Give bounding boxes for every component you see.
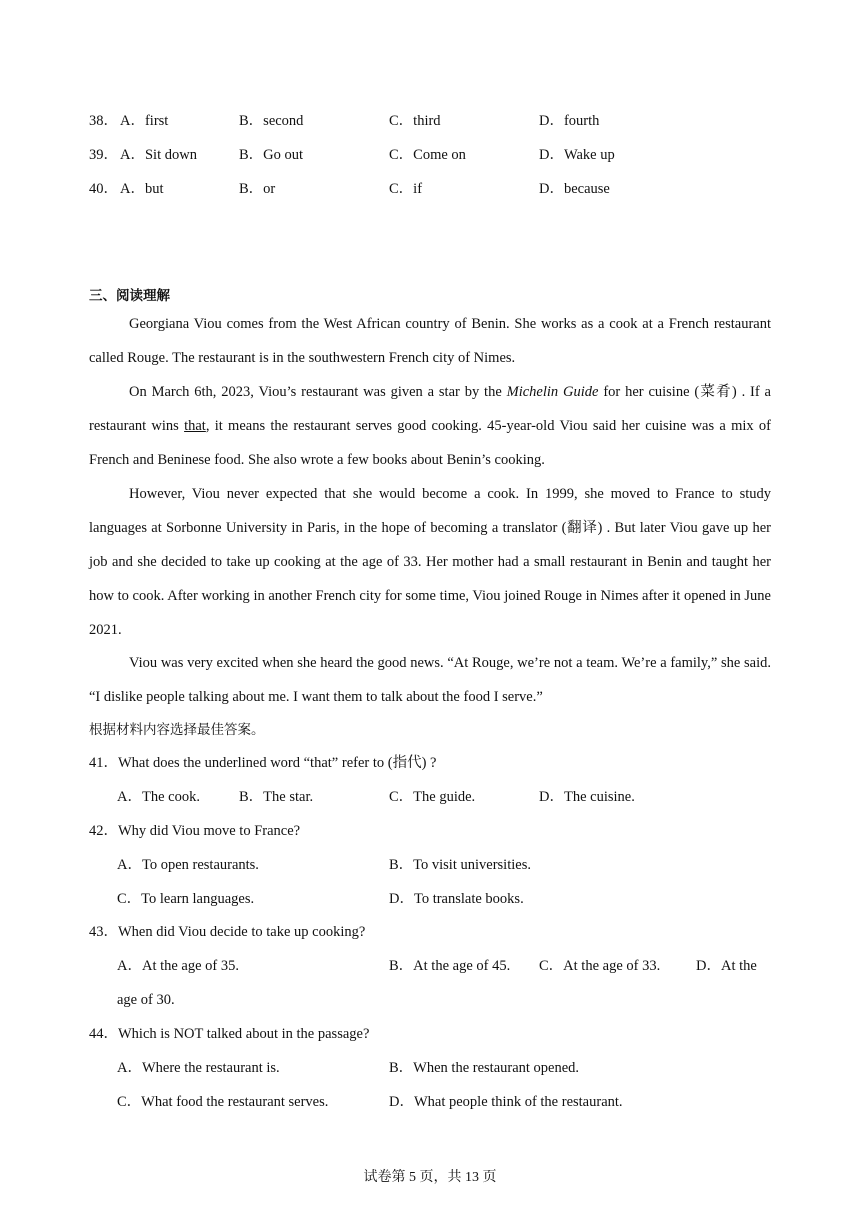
paragraph-text: On March 6th, 2023, Viou’s restaurant was given a star by the: [129, 384, 507, 400]
option-a: A．but: [120, 181, 164, 197]
option-b: B．or: [239, 181, 276, 197]
option-c: C．if: [389, 181, 423, 197]
question-stem: 41．What does the underlined word “that” refer to (指代) ?: [89, 755, 437, 771]
option-d: D．At the: [696, 958, 757, 974]
passage-paragraph-3: However, Viou never expected that she would become a cook. In 1999, she moved to France to study languages at Sorbonne University in Paris, in the hope of becoming a translator (翻译) . But later Viou gave up her job and she decided to take up cooking at the age of 33. Her mother had a small restaurant in Benin and taught her how to cook. After working in another French city for some time, Viou joined Rouge in Nimes after it opened in June 2021.: [89, 486, 771, 638]
option-a: A．At the age of 35.: [117, 958, 240, 974]
option-b: B．At the age of 45.: [389, 958, 511, 974]
option-a: A．Sit down: [120, 147, 197, 163]
option-c: C．To learn languages.: [117, 891, 255, 907]
underlined-word: that: [184, 418, 206, 434]
option-c: C．Come on: [389, 147, 466, 163]
option-d: D．because: [539, 181, 610, 197]
option-b: B．When the restaurant opened.: [389, 1060, 580, 1076]
passage-paragraph-2: [89, 375, 771, 477]
option-d: D．Wake up: [539, 147, 615, 163]
option-a: A．first: [120, 113, 169, 129]
option-c: C．third: [389, 113, 441, 129]
option-c: C．What food the restaurant serves.: [117, 1094, 329, 1110]
page-footer: 试卷第 5 页，共 13 页: [363, 1170, 497, 1185]
option-d: D．What people think of the restaurant.: [389, 1094, 623, 1110]
option-b: B．The star.: [239, 789, 314, 805]
option-a: A．The cook.: [117, 789, 200, 805]
question-stem: 42．Why did Viou move to France?: [89, 823, 301, 839]
option-b: B．To visit universities.: [389, 857, 531, 873]
question-number: 40．: [89, 181, 118, 197]
option-c: C．The guide.: [389, 789, 476, 805]
section-title: 三、阅读理解: [89, 288, 170, 304]
question-stem: 44．Which is NOT talked about in the passage?: [89, 1026, 370, 1042]
book-title: Michelin Guide: [506, 384, 599, 400]
question-number: 39．: [89, 147, 118, 163]
option-c: C．At the age of 33.: [539, 958, 661, 974]
instruction: 根据材料内容选择最佳答案。: [89, 722, 265, 738]
passage-paragraph-4: Viou was very excited when she heard the good news. “At Rouge, we’re not a team. We’re a family,” she said. “I dislike people talking about me. I want them to talk about the food I serve.”: [89, 655, 771, 705]
option-a: A．To open restaurants.: [117, 857, 259, 873]
option-d: D．fourth: [539, 113, 600, 129]
option-b: B．second: [239, 113, 304, 129]
option-d: D．The cuisine.: [539, 789, 635, 805]
passage-paragraph-1: Georgiana Viou comes from the West African country of Benin. She works as a cook at a French restaurant called Rouge. The restaurant is in the southwestern French city of Nimes.: [89, 316, 771, 366]
paragraph-text: for her cuisine (菜肴) . If a restaurant wins: [89, 384, 771, 434]
option-a: A．Where the restaurant is.: [117, 1060, 280, 1076]
question-stem: 43．When did Viou decide to take up cooking?: [89, 924, 366, 940]
option-d: D．To translate books.: [389, 891, 524, 907]
question-number: 38．: [89, 113, 118, 129]
option-b: B．Go out: [239, 147, 304, 163]
paragraph-text: , it means the restaurant serves good cooking. 45-year-old Viou said her cuisine was a mix of French and Beninese food. She also wrote a few books about Benin’s cooking.: [89, 418, 771, 468]
option-d-continued: age of 30.: [117, 992, 175, 1008]
